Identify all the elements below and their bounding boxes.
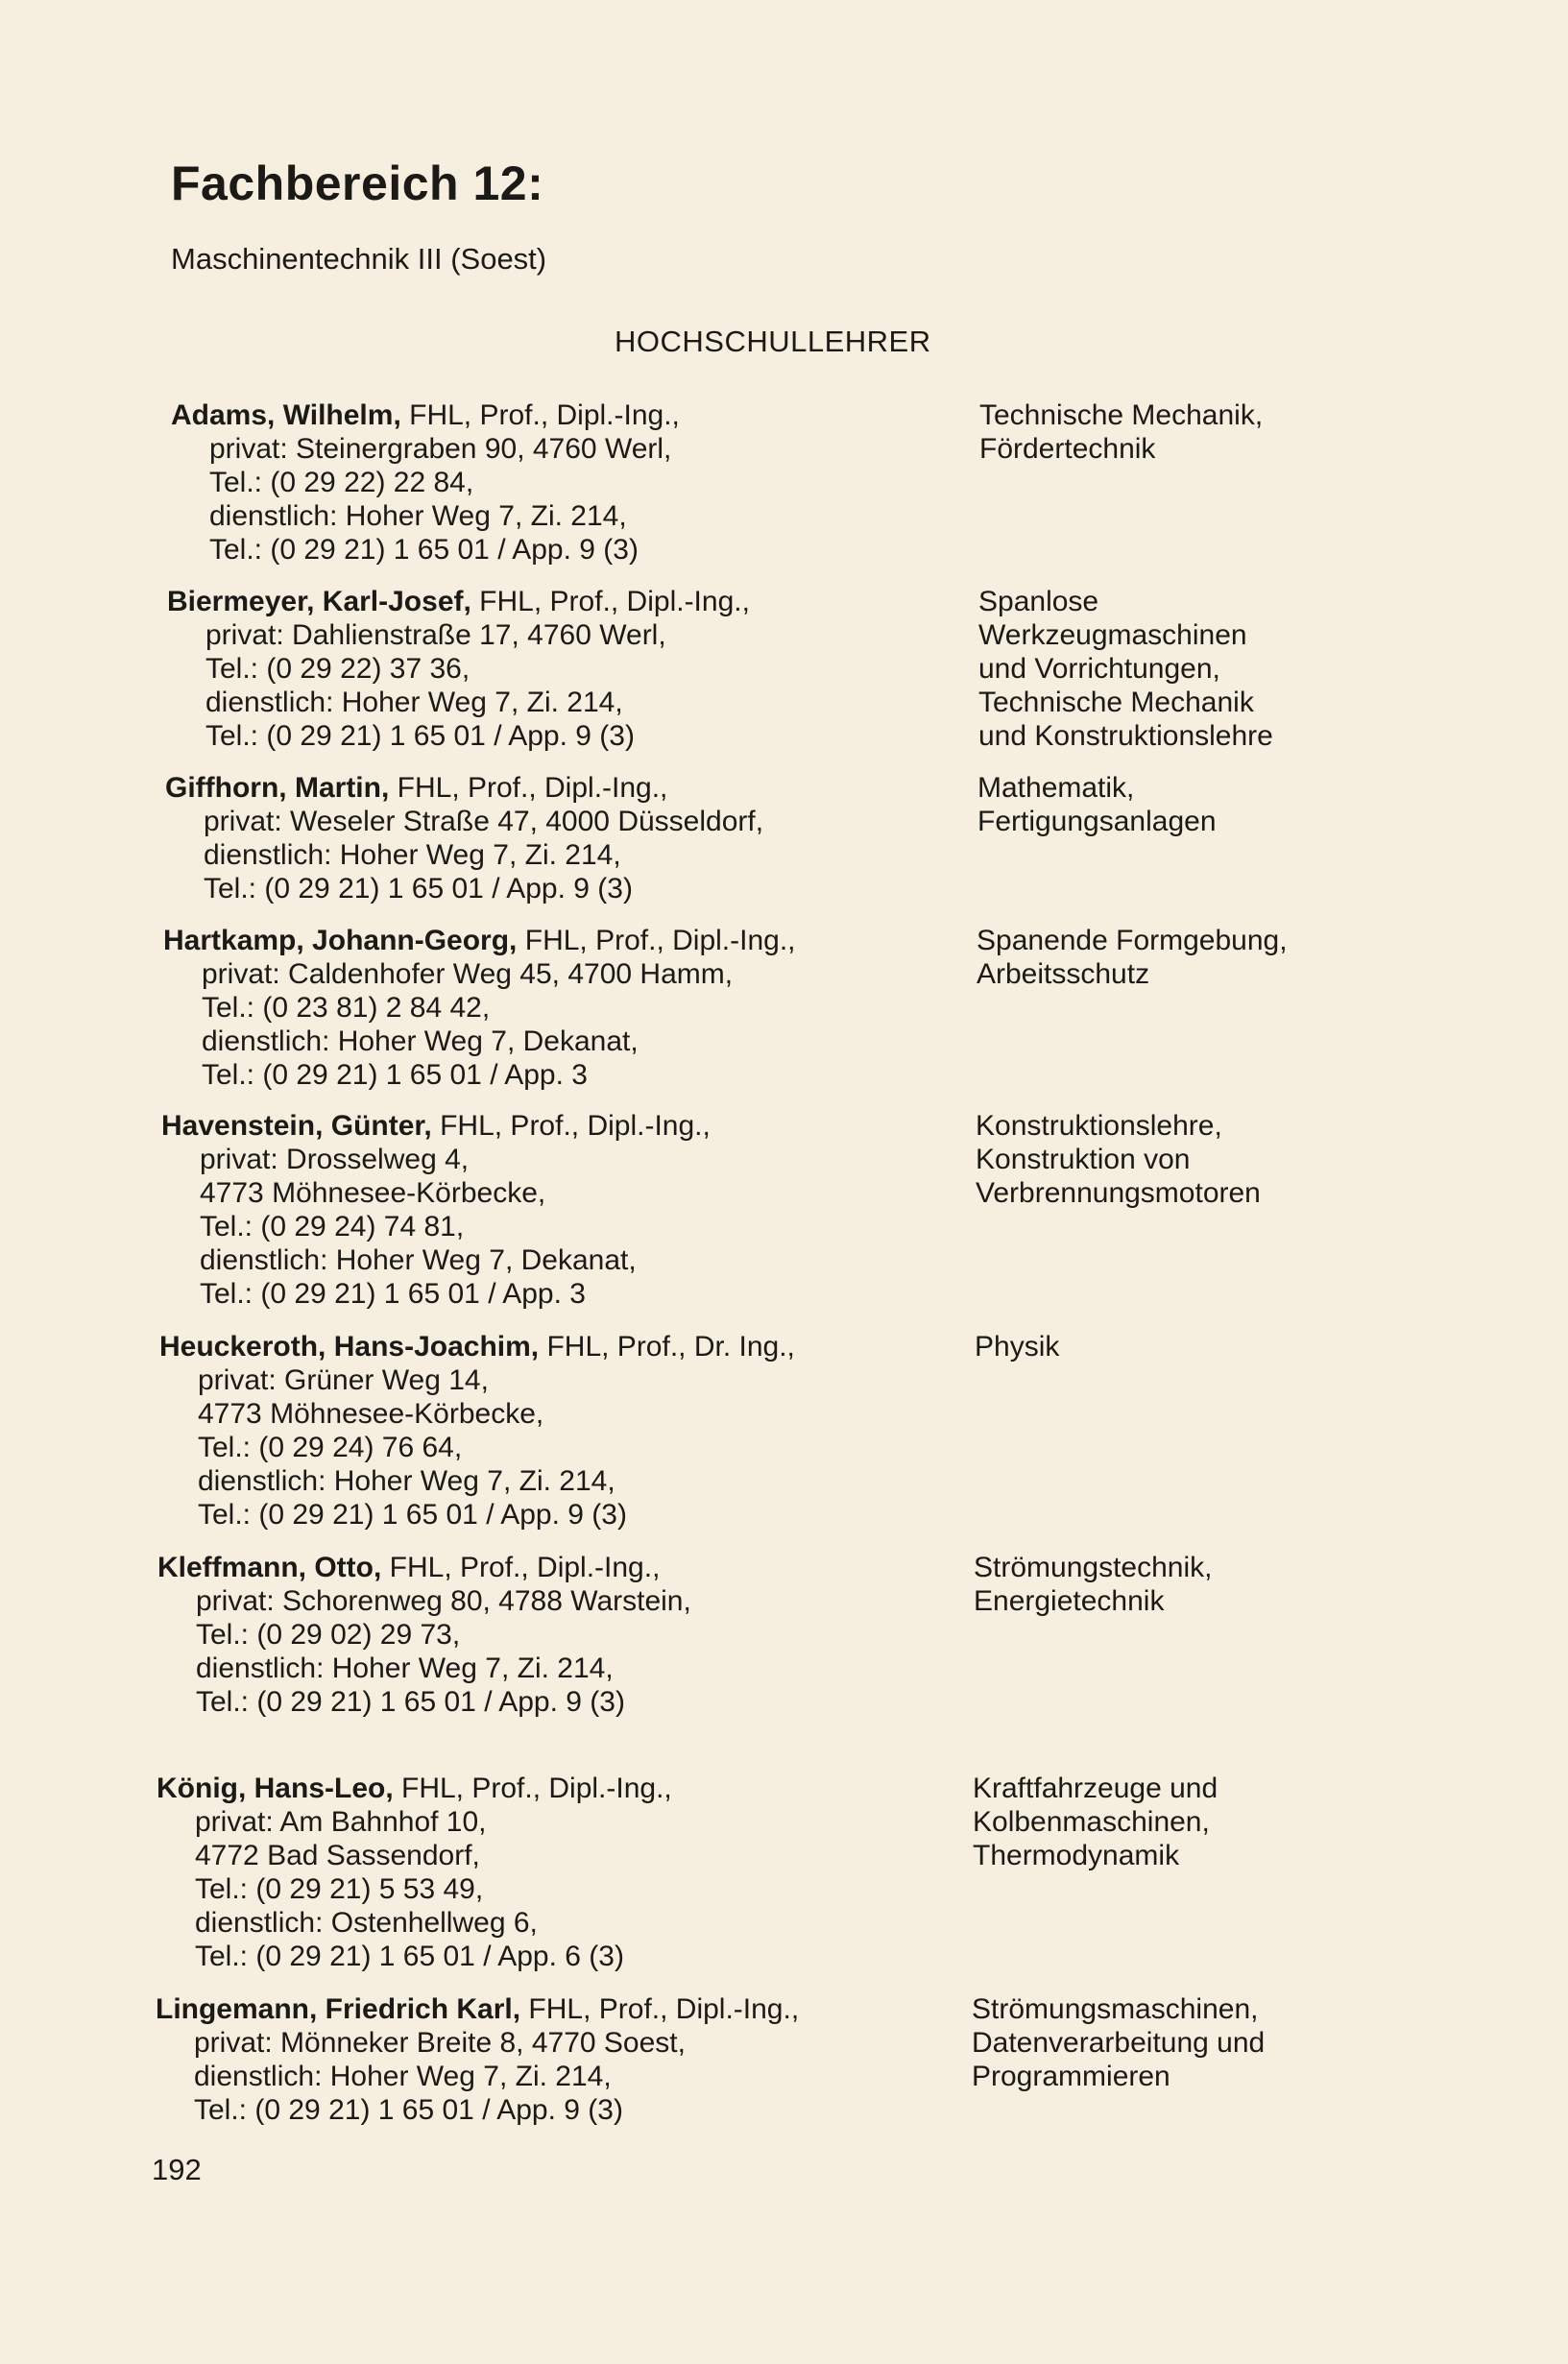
entry-address-line: privat: Am Bahnhof 10,	[195, 1806, 487, 1838]
entry-details	[159, 1330, 795, 1532]
entry-heading-line	[167, 585, 750, 618]
entry-address-line: dienstlich: Hoher Weg 7, Zi. 214,	[194, 2061, 612, 2092]
entry-name: Lingemann, Friedrich Karl,	[156, 1993, 521, 2025]
entry-subject-line: Strömungstechnik,	[974, 1552, 1213, 1583]
entry-subject-line: Strömungsmaschinen,	[972, 1993, 1259, 2025]
entry-heading-line	[156, 1992, 799, 2026]
entry-heading-line	[171, 398, 680, 432]
entry-name: Adams, Wilhelm,	[171, 399, 401, 431]
entry-address-line: 4772 Bad Sassendorf,	[195, 1840, 480, 1871]
entry-title: FHL, Prof., Dr. Ing.,	[539, 1331, 795, 1363]
section-heading: HOCHSCHULLEHRER	[615, 325, 931, 358]
page-number: 192	[152, 2153, 202, 2186]
entry-heading-line	[157, 1772, 672, 1805]
entry-address-line: dienstlich: Hoher Weg 7, Zi. 214,	[205, 687, 623, 718]
entry-address-line: privat: Grüner Weg 14,	[198, 1364, 489, 1396]
entry-title: FHL, Prof., Dipl.-Ing.,	[520, 1993, 800, 2025]
entry-address-line: dienstlich: Hoher Weg 7, Dekanat,	[202, 1025, 639, 1057]
entry-name: Kleffmann, Otto,	[157, 1552, 382, 1583]
entry-address-line: Tel.: (0 29 24) 74 81,	[200, 1211, 465, 1242]
entry-subject-line: und Vorrichtungen,	[978, 653, 1220, 685]
entry-title: FHL, Prof., Dipl.-Ing.,	[400, 399, 680, 431]
entry-subject-line: Arbeitsschutz	[977, 958, 1150, 990]
entry-subjects	[978, 585, 1273, 753]
entry-address-line: Tel.: (0 29 22) 37 36,	[205, 653, 470, 685]
entry-subject-line: und Konstruktionslehre	[978, 720, 1273, 752]
entry-address-line: Tel.: (0 29 21) 1 65 01 / App. 9 (3)	[194, 2094, 623, 2126]
entry-subject-line: Fertigungsanlagen	[977, 806, 1217, 837]
entry-name: Heuckeroth, Hans-Joachim,	[159, 1331, 540, 1363]
entry-details	[157, 1772, 672, 1973]
entry-subjects	[974, 1551, 1212, 1618]
entry-subject-line: Thermodynamik	[973, 1840, 1180, 1871]
entry-address-line: Tel.: (0 29 24) 76 64,	[198, 1432, 463, 1463]
entry-address-line: dienstlich: Hoher Weg 7, Zi. 214,	[204, 839, 621, 871]
entry-subject-line: Energietechnik	[974, 1585, 1165, 1617]
entry-address-line: Tel.: (0 29 21) 1 65 01 / App. 9 (3)	[198, 1499, 627, 1531]
entry-subject-line: Verbrennungsmotoren	[976, 1177, 1261, 1209]
entry-details	[161, 1109, 711, 1311]
entry-subject-line: Mathematik,	[977, 772, 1135, 804]
entry-heading-line	[165, 771, 763, 805]
entry-details	[167, 585, 750, 753]
entry-subject-line: Fördertechnik	[979, 433, 1156, 465]
entry-address-line: Tel.: (0 29 21) 1 65 01 / App. 9 (3)	[209, 534, 639, 566]
entry-address-line: privat: Schorenweg 80, 4788 Warstein,	[196, 1585, 691, 1617]
entry-details	[171, 398, 680, 567]
entry-name: König, Hans-Leo,	[157, 1773, 394, 1804]
entry-subject-line: Programmieren	[972, 2061, 1170, 2092]
entry-subject-line: Spanende Formgebung,	[977, 925, 1288, 956]
entry-address-line: 4773 Möhnesee-Körbecke,	[198, 1398, 544, 1430]
entry-subject-line: Technische Mechanik	[978, 687, 1254, 718]
entry-heading-line	[161, 1109, 711, 1143]
entry-details	[165, 771, 763, 905]
entry-subjects	[977, 924, 1288, 991]
entry-subjects	[979, 398, 1263, 466]
entry-address-line: dienstlich: Hoher Weg 7, Zi. 214,	[209, 500, 627, 532]
entry-address-line: Tel.: (0 23 81) 2 84 42,	[202, 992, 491, 1024]
entry-subjects	[976, 1109, 1261, 1210]
entry-heading-line	[157, 1551, 691, 1584]
entry-address-line: Tel.: (0 29 02) 29 73,	[196, 1619, 461, 1651]
entry-subjects	[975, 1330, 1059, 1363]
entry-address-line: Tel.: (0 29 21) 1 65 01 / App. 9 (3)	[196, 1686, 625, 1718]
entry-address-line: privat: Weseler Straße 47, 4000 Düsseldorf,	[204, 806, 764, 837]
entry-details	[163, 924, 796, 1092]
entry-subject-line: Konstruktion von	[976, 1144, 1191, 1175]
entry-heading-line	[163, 924, 796, 957]
page-subtitle: Maschinentechnik III (Soest)	[171, 242, 547, 276]
entry-address-line: 4773 Möhnesee-Körbecke,	[200, 1177, 546, 1209]
entry-address-line: Tel.: (0 29 21) 1 65 01 / App. 9 (3)	[204, 873, 633, 905]
entry-address-line: dienstlich: Hoher Weg 7, Zi. 214,	[198, 1465, 615, 1497]
entry-subject-line: Konstruktionslehre,	[976, 1110, 1222, 1142]
entry-subject-line: Kraftfahrzeuge und	[973, 1773, 1218, 1804]
page-title: Fachbereich 12:	[171, 157, 544, 210]
entry-name: Biermeyer, Karl-Josef,	[167, 586, 471, 617]
entry-address-line: Tel.: (0 29 21) 5 53 49,	[195, 1873, 484, 1905]
entry-subject-line: Werkzeugmaschinen	[978, 619, 1247, 651]
entry-subject-line: Technische Mechanik,	[979, 399, 1264, 431]
entry-address-line: privat: Drosselweg 4,	[200, 1144, 470, 1175]
entry-title: FHL, Prof., Dipl.-Ing.,	[393, 1773, 672, 1804]
entry-address-line: privat: Caldenhofer Weg 45, 4700 Hamm,	[202, 958, 734, 990]
entry-title: FHL, Prof., Dipl.-Ing.,	[431, 1110, 711, 1142]
entry-address-line: Tel.: (0 29 21) 1 65 01 / App. 9 (3)	[205, 720, 635, 752]
entry-heading-line	[159, 1330, 795, 1363]
entry-title: FHL, Prof., Dipl.-Ing.,	[381, 1552, 661, 1583]
entry-address-line: Tel.: (0 29 21) 1 65 01 / App. 3	[200, 1278, 586, 1310]
entry-address-line: Tel.: (0 29 22) 22 84,	[209, 467, 474, 498]
entry-address-line: dienstlich: Hoher Weg 7, Dekanat,	[200, 1244, 637, 1276]
entry-title: FHL, Prof., Dipl.-Ing.,	[517, 925, 796, 956]
entry-details	[156, 1992, 799, 2127]
entry-details	[157, 1551, 691, 1719]
entry-subjects	[973, 1772, 1218, 1872]
entry-title: FHL, Prof., Dipl.-Ing.,	[470, 586, 750, 617]
entry-name: Giffhorn, Martin,	[165, 772, 390, 804]
entry-subject-line: Kolbenmaschinen,	[973, 1806, 1210, 1838]
entry-subjects	[972, 1992, 1265, 2093]
entry-address-line: Tel.: (0 29 21) 1 65 01 / App. 3	[202, 1059, 588, 1091]
entry-address-line: dienstlich: Ostenhellweg 6,	[195, 1907, 538, 1939]
entry-address-line: dienstlich: Hoher Weg 7, Zi. 214,	[196, 1652, 614, 1684]
entry-title: FHL, Prof., Dipl.-Ing.,	[389, 772, 668, 804]
entry-address-line: privat: Dahlienstraße 17, 4760 Werl,	[205, 619, 666, 651]
entry-subject-line: Physik	[975, 1331, 1060, 1363]
entry-subject-line: Datenverarbeitung und	[972, 2027, 1266, 2059]
entry-address-line: privat: Mönneker Breite 8, 4770 Soest,	[194, 2027, 686, 2059]
entry-address-line: privat: Steinergraben 90, 4760 Werl,	[209, 433, 672, 465]
entry-subject-line: Spanlose	[978, 586, 1099, 617]
entry-address-line: Tel.: (0 29 21) 1 65 01 / App. 6 (3)	[195, 1941, 624, 1972]
entry-subjects	[977, 771, 1217, 838]
entry-name: Hartkamp, Johann-Georg,	[163, 925, 518, 956]
entry-name: Havenstein, Günter,	[161, 1110, 432, 1142]
